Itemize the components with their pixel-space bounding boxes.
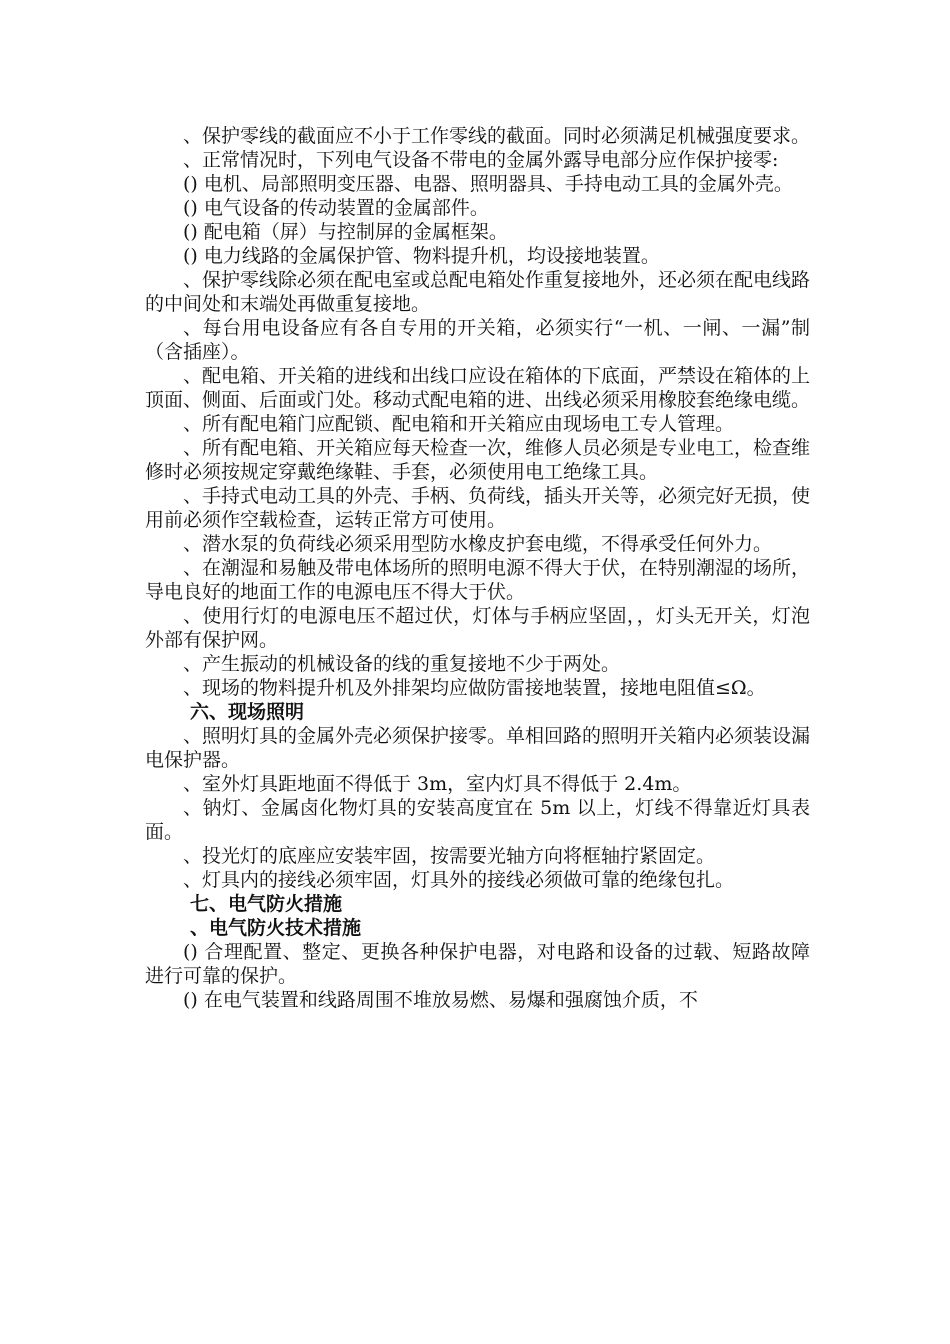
document-body — [145, 124, 810, 1012]
paragraph: () 电力线路的金属保护管、物料提升机，均设接地装置。 — [183, 245, 660, 267]
paragraph: 、照明灯具的金属外壳必须保护接零。单相回路的照明开关箱内必须装设漏电保护器。 — [145, 725, 811, 771]
subsection-heading: 、电气防火技术措施 — [190, 917, 362, 939]
paragraph: () 合理配置、整定、更换各种保护电器，对电路和设备的过载、短路故障进行可靠的保护。 — [145, 941, 810, 987]
paragraph: 、在潮湿和易触及带电体场所的照明电源不得大于伏，在特别潮湿的场所，导电良好的地面工作的电源电压不得大于伏。 — [145, 557, 811, 603]
paragraph: () 电机、局部照明变压器、电器、照明器具、手持电动工具的金属外壳。 — [183, 173, 793, 195]
paragraph: 、产生振动的机械设备的线的重复接地不少于两处。 — [183, 653, 621, 675]
paragraph: () 配电箱（屏）与控制屏的金属框架。 — [183, 221, 508, 243]
paragraph: 、配电箱、开关箱的进线和出线口应设在箱体的下底面，严禁设在箱体的上顶面、侧面、后面或门处。移动式配电箱的进、出线必须采用橡胶套绝缘电缆。 — [145, 365, 811, 411]
paragraph: 、使用行灯的电源电压不超过伏，灯体与手柄应坚固，，灯头无开关，灯泡外部有保护网。 — [145, 605, 810, 651]
paragraph: 、保护零线除必须在配电室或总配电箱处作重复接地外，还必须在配电线路的中间处和末端处再做重复接地。 — [145, 269, 811, 315]
paragraph: 、手持式电动工具的外壳、手柄、负荷线，插头开关等，必须完好无损，使用前必须作空载检查，运转正常方可使用。 — [145, 485, 811, 531]
paragraph: 、灯具内的接线必须牢固，灯具外的接线必须做可靠的绝缘包扎。 — [183, 869, 735, 891]
paragraph: 、投光灯的底座应安装牢固，按需要光轴方向将框轴拧紧固定。 — [183, 845, 716, 867]
paragraph: () 电气设备的传动装置的金属部件。 — [183, 197, 489, 219]
section-heading: 七、电气防火措施 — [190, 893, 343, 915]
paragraph: 、所有配电箱门应配锁、配电箱和开关箱应由现场电工专人管理。 — [183, 413, 735, 435]
paragraph: 、所有配电箱、开关箱应每天检查一次，维修人员必须是专业电工，检查维修时必须按规定穿戴绝缘鞋、手套，必须使用电工绝缘工具。 — [145, 437, 811, 483]
paragraph: 、每台用电设备应有各自专用的开关箱，必须实行“一机、一闸、一漏”制（含插座）。 — [145, 317, 810, 363]
paragraph: 、正常情况时，下列电气设备不带电的金属外露导电部分应作保护接零: — [183, 149, 779, 171]
paragraph: () 在电气装置和线路周围不堆放易燃、易爆和强腐蚀介质，不 — [183, 989, 698, 1011]
section-heading: 六、现场照明 — [190, 701, 305, 723]
paragraph: 、保护零线的截面应不小于工作零线的截面。同时必须满足机械强度要求。 — [183, 125, 811, 147]
paragraph: 、现场的物料提升机及外排架均应做防雷接地装置，接地电阻值≤Ω。 — [183, 677, 766, 699]
paragraph: 、钠灯、金属卤化物灯具的安装高度宜在 5m 以上，灯线不得靠近灯具表面。 — [145, 797, 810, 843]
paragraph: 、室外灯具距地面不得低于 3m，室内灯具不得低于 2.4m。 — [183, 773, 692, 795]
paragraph: 、潜水泵的负荷线必须采用型防水橡皮护套电缆，不得承受任何外力。 — [183, 533, 773, 555]
